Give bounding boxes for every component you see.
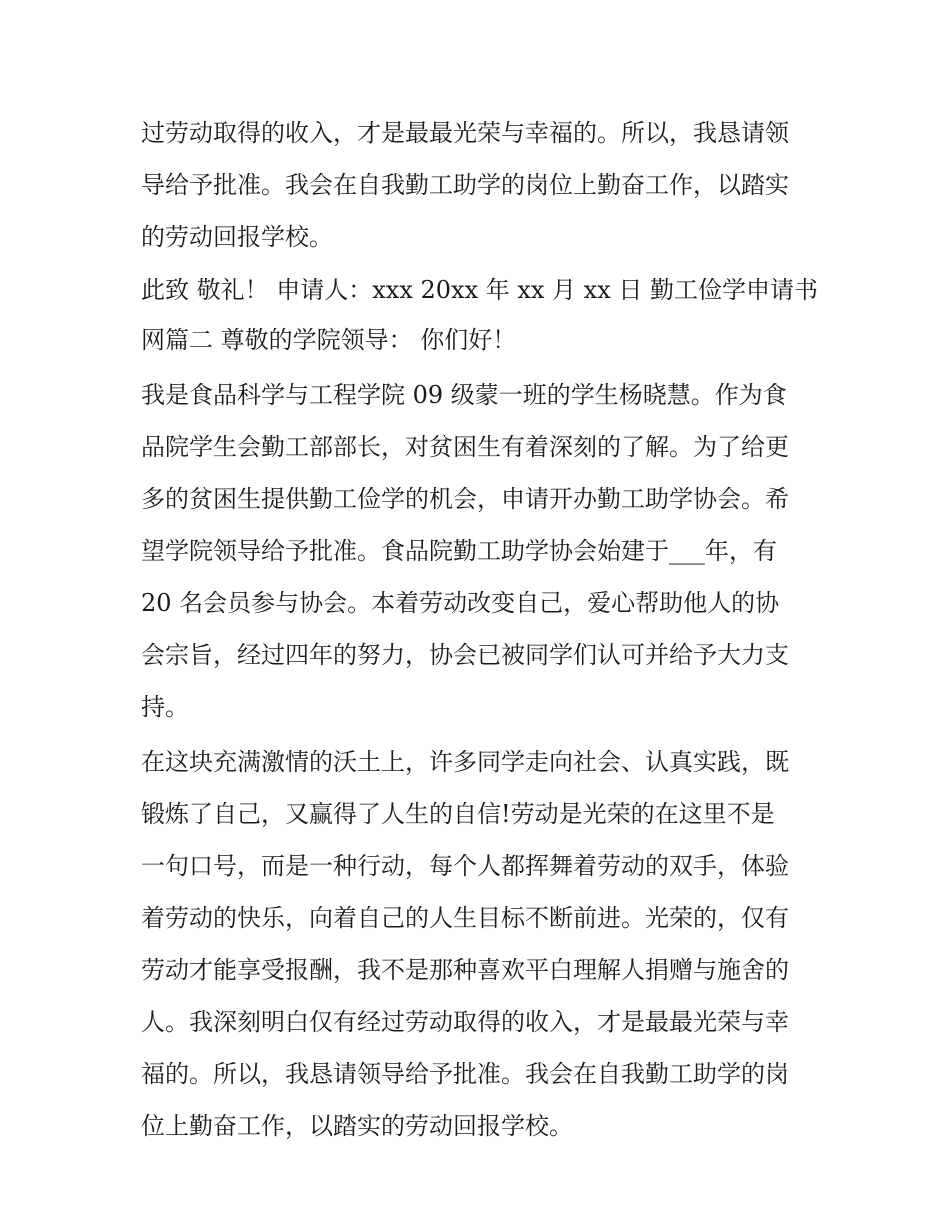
text-line: 持。 [141,693,189,721]
text-line: 导给予批准。我会在自我勤工助学的岗位上勤奋工作，以踏实 [141,171,789,199]
text-line: 的劳动回报学校。 [141,223,333,251]
text-line: 20 名会员参与协会。本着劳动改变自己，爱心帮助他人的协 [141,589,780,617]
text-line: 在这块充满激情的沃土上，许多同学走向社会、认真实践，既 [141,748,789,776]
text-line: 锻炼了自己，又赢得了人生的自信!劳动是光荣的在这里不是 [141,800,775,828]
text-line: 网篇二 尊敬的学院领导： 你们好！ [141,326,517,354]
text-line: 我是食品科学与工程学院 09 级蒙一班的学生杨晓慧。作为食 [141,381,787,409]
text-line: 福的。所以，我恳请领导给予批准。我会在自我勤工助学的岗 [141,1060,789,1088]
text-line: 劳动才能享受报酬，我不是那种喜欢平白理解人捐赠与施舍的 [141,956,789,984]
text-line: 此致 敬礼！ 申请人：xxx 20xx 年 xx 月 xx 日 勤工俭学申请书 [141,276,819,304]
text-line: 望学院领导给予批准。食品院勤工助学协会始建于___年，有 [141,537,777,565]
text-line: 人。我深刻明白仅有经过劳动取得的收入，才是最最光荣与幸 [141,1008,789,1036]
text-line: 着劳动的快乐，向着自己的人生目标不断前进。光荣的，仅有 [141,904,789,932]
text-line: 一句口号，而是一种行动，每个人都挥舞着劳动的双手，体验 [141,852,789,880]
text-line: 多的贫困生提供勤工俭学的机会，申请开办勤工助学协会。希 [141,485,789,513]
text-line: 会宗旨，经过四年的努力，协会已被同学们认可并给予大力支 [141,641,789,669]
text-line: 过劳动取得的收入，才是最最光荣与幸福的。所以，我恳请领 [141,119,789,147]
text-line: 品院学生会勤工部部长，对贫困生有着深刻的了解。为了给更 [141,433,789,461]
document-body [141,107,817,1152]
text-line: 位上勤奋工作，以踏实的劳动回报学校。 [141,1112,573,1140]
